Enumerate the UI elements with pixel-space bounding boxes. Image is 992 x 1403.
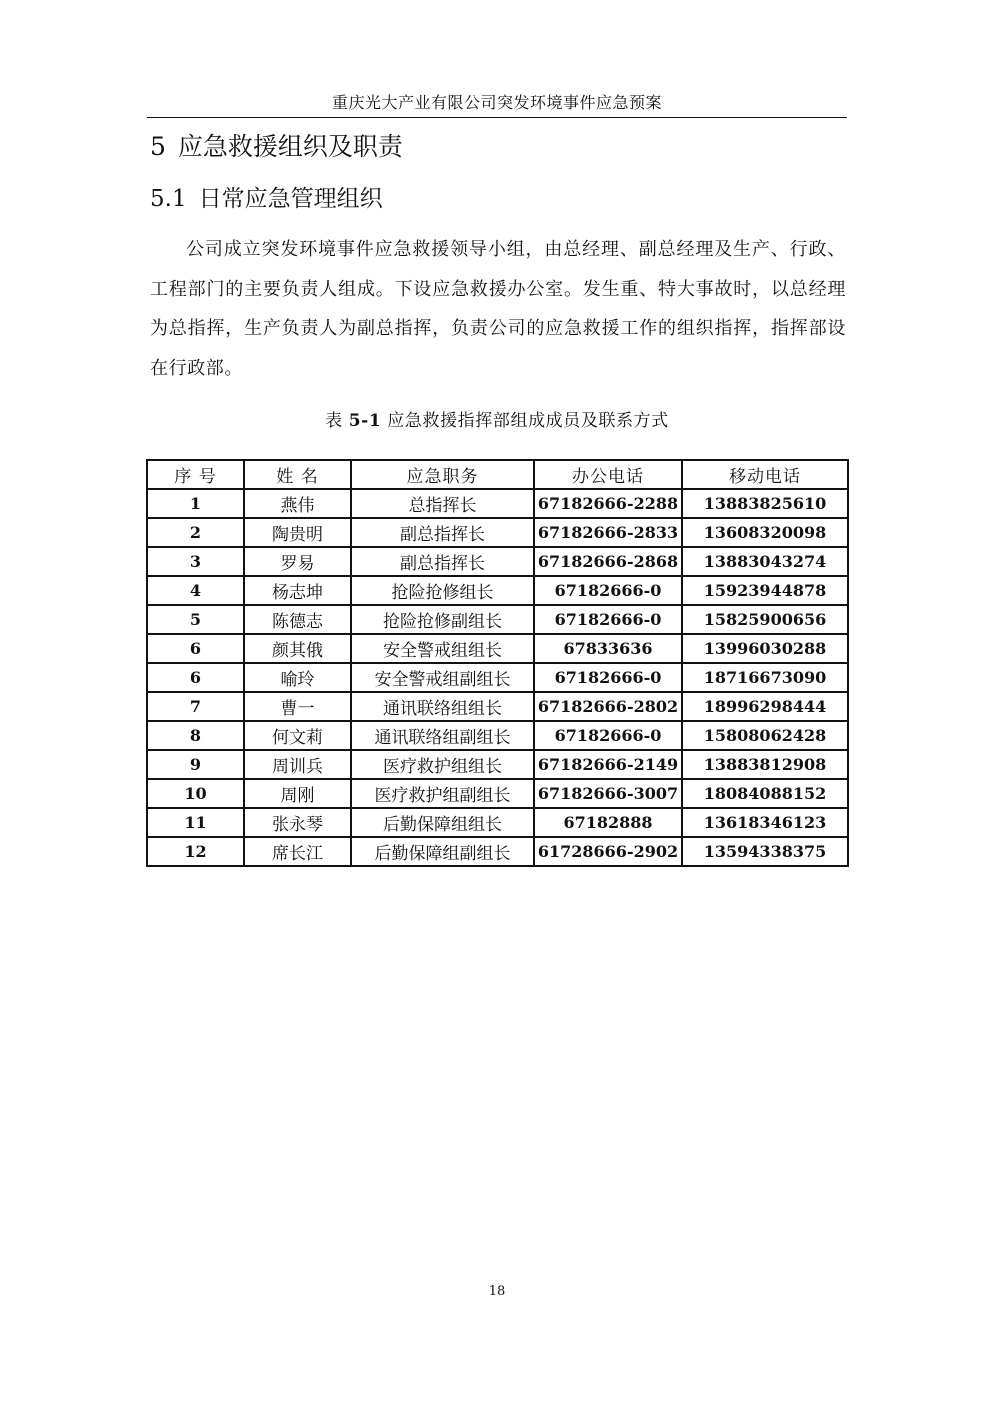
cell-name: 陶贵明 xyxy=(244,518,351,547)
cell-name: 曹一 xyxy=(244,692,351,721)
cell-mobile-phone: 13594338375 xyxy=(682,837,848,866)
cell-name: 周训兵 xyxy=(244,750,351,779)
cell-office-phone: 67182666-2868 xyxy=(534,547,682,576)
cell-mobile-phone: 18996298444 xyxy=(682,692,848,721)
cell-index: 9 xyxy=(147,750,244,779)
cell-office-phone: 67182666-0 xyxy=(534,576,682,605)
cell-mobile-phone: 13996030288 xyxy=(682,634,848,663)
cell-role: 安全警戒组副组长 xyxy=(351,663,534,692)
table-row xyxy=(147,779,848,808)
cell-index: 6 xyxy=(147,634,244,663)
section-heading xyxy=(150,130,403,164)
cell-mobile-phone: 13883043274 xyxy=(682,547,848,576)
cell-index: 8 xyxy=(147,721,244,750)
cell-office-phone: 67182666-0 xyxy=(534,605,682,634)
cell-role: 副总指挥长 xyxy=(351,547,534,576)
cell-name: 罗易 xyxy=(244,547,351,576)
cell-name: 何文莉 xyxy=(244,721,351,750)
table-row xyxy=(147,489,848,518)
cell-mobile-phone: 13883812908 xyxy=(682,750,848,779)
cell-office-phone: 67182666-2149 xyxy=(534,750,682,779)
caption-text: 应急救援指挥部组成成员及联系方式 xyxy=(387,411,669,431)
section-title: 应急救援组织及职责 xyxy=(177,132,403,161)
cell-mobile-phone: 15923944878 xyxy=(682,576,848,605)
section-number: 5 xyxy=(150,132,166,161)
table-row xyxy=(147,576,848,605)
cell-index: 4 xyxy=(147,576,244,605)
cell-name: 颜其俄 xyxy=(244,634,351,663)
cell-mobile-phone: 13608320098 xyxy=(682,518,848,547)
cell-name: 喻玲 xyxy=(244,663,351,692)
header-office-phone: 办公电话 xyxy=(534,460,682,489)
cell-role: 医疗救护组副组长 xyxy=(351,779,534,808)
cell-index: 3 xyxy=(147,547,244,576)
table-row xyxy=(147,692,848,721)
table-row xyxy=(147,837,848,866)
cell-name: 席长江 xyxy=(244,837,351,866)
cell-office-phone: 67182888 xyxy=(534,808,682,837)
page-number: 18 xyxy=(488,1284,506,1299)
emergency-contacts-table xyxy=(146,459,849,867)
cell-mobile-phone: 18716673090 xyxy=(682,663,848,692)
cell-name: 张永琴 xyxy=(244,808,351,837)
caption-number: 5-1 xyxy=(348,411,382,431)
cell-office-phone: 67182666-3007 xyxy=(534,779,682,808)
cell-role: 后勤保障组副组长 xyxy=(351,837,534,866)
table-header-row xyxy=(147,460,848,489)
table-row xyxy=(147,605,848,634)
table-caption xyxy=(147,406,847,436)
table-row xyxy=(147,663,848,692)
table-row xyxy=(147,721,848,750)
cell-role: 通讯联络组组长 xyxy=(351,692,534,721)
cell-role: 抢险抢修副组长 xyxy=(351,605,534,634)
cell-mobile-phone: 15825900656 xyxy=(682,605,848,634)
cell-index: 5 xyxy=(147,605,244,634)
cell-name: 陈德志 xyxy=(244,605,351,634)
subsection-title: 日常应急管理组织 xyxy=(198,186,383,212)
cell-index: 6 xyxy=(147,663,244,692)
cell-office-phone: 67182666-0 xyxy=(534,663,682,692)
cell-office-phone: 61728666-2902 xyxy=(534,837,682,866)
cell-name: 杨志坤 xyxy=(244,576,351,605)
header-role: 应急职务 xyxy=(351,460,534,489)
table-row xyxy=(147,634,848,663)
cell-index: 1 xyxy=(147,489,244,518)
cell-name: 周刚 xyxy=(244,779,351,808)
cell-index: 7 xyxy=(147,692,244,721)
cell-mobile-phone: 13883825610 xyxy=(682,489,848,518)
table-row xyxy=(147,547,848,576)
cell-role: 总指挥长 xyxy=(351,489,534,518)
cell-office-phone: 67833636 xyxy=(534,634,682,663)
page-header: 重庆光大产业有限公司突发环境事件应急预案 xyxy=(331,93,662,112)
cell-role: 后勤保障组组长 xyxy=(351,808,534,837)
header-index: 序 号 xyxy=(147,460,244,489)
cell-role: 医疗救护组组长 xyxy=(351,750,534,779)
header-mobile-phone: 移动电话 xyxy=(682,460,848,489)
cell-role: 通讯联络组副组长 xyxy=(351,721,534,750)
cell-role: 抢险抢修组长 xyxy=(351,576,534,605)
subsection-heading xyxy=(150,182,383,216)
cell-index: 2 xyxy=(147,518,244,547)
table-row xyxy=(147,808,848,837)
table-row xyxy=(147,518,848,547)
header-name: 姓 名 xyxy=(244,460,351,489)
cell-role: 副总指挥长 xyxy=(351,518,534,547)
cell-mobile-phone: 15808062428 xyxy=(682,721,848,750)
caption-prefix: 表 xyxy=(325,411,343,431)
cell-name: 燕伟 xyxy=(244,489,351,518)
cell-office-phone: 67182666-0 xyxy=(534,721,682,750)
cell-mobile-phone: 18084088152 xyxy=(682,779,848,808)
cell-mobile-phone: 13618346123 xyxy=(682,808,848,837)
cell-office-phone: 67182666-2288 xyxy=(534,489,682,518)
table-row xyxy=(147,750,848,779)
cell-role: 安全警戒组组长 xyxy=(351,634,534,663)
header-rule xyxy=(147,117,847,118)
cell-office-phone: 67182666-2802 xyxy=(534,692,682,721)
cell-index: 11 xyxy=(147,808,244,837)
cell-office-phone: 67182666-2833 xyxy=(534,518,682,547)
cell-index: 10 xyxy=(147,779,244,808)
subsection-number: 5.1 xyxy=(150,186,187,212)
body-paragraph: 公司成立突发环境事件应急救援领导小组，由总经理、副总经理及生产、行政、工程部门的主要负责人组成。下设应急救援办公室。发生重、特大事故时，以总经理为总指挥，生产负责人为副总指挥，负责公司的应急救援工作的组织指挥，指挥部设在行政部。 xyxy=(150,239,846,379)
cell-index: 12 xyxy=(147,837,244,866)
